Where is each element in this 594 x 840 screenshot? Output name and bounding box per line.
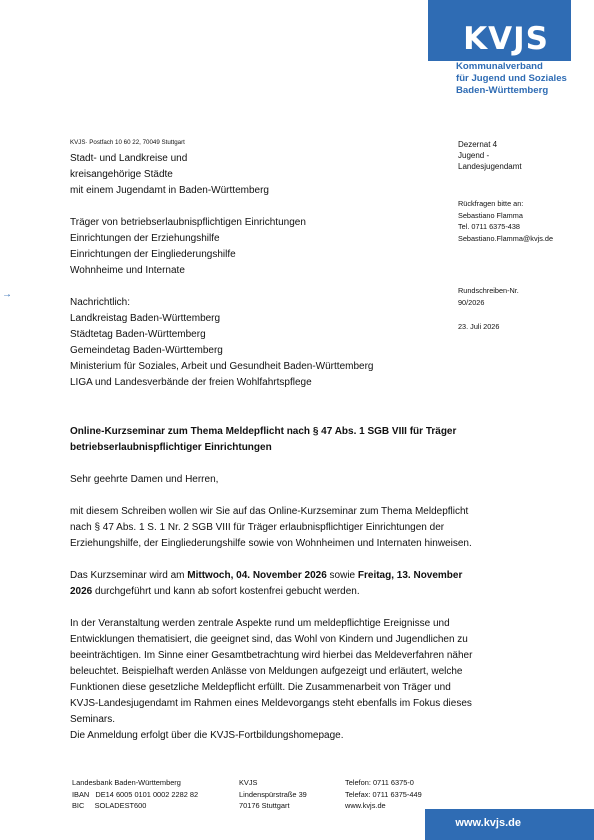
footer-line: KVJS — [239, 778, 258, 787]
organization-name — [456, 61, 586, 97]
text-run: sowie — [326, 570, 358, 581]
recipient-line: Wohnheime und Internate — [70, 265, 185, 276]
footer-phone: Telefon: 0711 6375-0 — [345, 778, 414, 787]
paragraph-details — [70, 616, 530, 744]
paragraph-line: beleuchtet. Beispielhaft werden Anlässe von Meldungen aufgezeigt und erläutert, welche — [70, 666, 463, 677]
text-run: Das Kurzseminar wird am — [70, 570, 188, 581]
paragraph-line: nach § 47 Abs. 1 S. 1 Nr. 2 SGB VIII für Träger erlaubnispflichtiger Einrichtungen der — [70, 522, 445, 533]
recipient-line: Stadt- und Landkreise und — [70, 153, 188, 164]
cc-line: Ministerium für Soziales, Arbeit und Gesundheit Baden-Württemberg — [70, 361, 374, 372]
kvjs-logo — [428, 0, 571, 61]
paragraph-line: mit diesem Schreiben wollen wir Sie auf das Online-Kurzseminar zum Thema Meldepflicht — [70, 506, 469, 517]
paragraph-line: KVJS-Landesjugendamt im Rahmen eines Meldevorgangs steht ebenfalls im Fokus dieses — [70, 698, 472, 709]
paragraph-line: beeinträchtigen. Im Sinne einer Gesamtbetrachtung wird hierbei das Meldeverfahren näher — [70, 650, 473, 661]
footer-band — [425, 809, 594, 840]
org-line: für Jugend und Soziales — [456, 73, 567, 84]
circular-label: Rundschreiben-Nr. — [458, 286, 519, 295]
dept-line: Jugend - — [458, 151, 490, 160]
footer-line: Lindenspürstraße 39 — [239, 789, 307, 799]
paragraph-line: Entwicklungen thematisiert, die geeignet sind, das Wohl von Kindern und Jugendlichen zu — [70, 634, 468, 645]
footer-fax: Telefax: 0711 6375-449 — [345, 789, 422, 799]
contact-phone[interactable]: Tel. 0711 6375-438 — [458, 222, 520, 231]
cc-line: Landkreistag Baden-Württemberg — [70, 313, 221, 324]
contact-block — [458, 198, 553, 244]
text-run: durchgeführt und kann ab sofort kostenfrei gebucht werden. — [92, 586, 360, 597]
cc-line: LIGA und Landesverbände der freien Wohlfahrtspflege — [70, 377, 312, 388]
dept-line: Landesjugendamt — [458, 162, 522, 171]
org-line: Baden-Württemberg — [456, 85, 549, 96]
cc-line: Städtetag Baden-Württemberg — [70, 329, 206, 340]
date-highlight: 2026 — [70, 586, 93, 597]
paragraph-dates — [70, 568, 530, 600]
contact-line: Rückfragen bitte an: — [458, 199, 524, 208]
subject-line: Online-Kurzseminar zum Thema Meldepflicht nach § 47 Abs. 1 SGB VIII für Träger — [70, 426, 457, 437]
circular-number: 90/2026 — [458, 297, 485, 307]
cc-heading: Nachrichtlich: — [70, 297, 131, 308]
paragraph-line: Die Anmeldung erfolgt über die KVJS-Fortbildungshomepage. — [70, 730, 344, 741]
org-line: Kommunalverband — [456, 61, 543, 72]
recipient-block — [70, 151, 450, 279]
fold-mark-arrow-icon: → — [2, 289, 12, 300]
footer-line: Landesbank Baden-Württemberg — [72, 778, 181, 787]
recipient-line: Einrichtungen der Eingliederungshilfe — [70, 249, 236, 260]
recipient-line: mit einem Jugendamt in Baden-Württemberg — [70, 185, 269, 196]
footer-line: BIC SOLADEST600 — [72, 801, 147, 810]
date-highlight: Mittwoch, 04. November 2026 — [187, 570, 327, 581]
sender-line: KVJS· Postfach 10 60 22, 70049 Stuttgart — [70, 139, 185, 146]
paragraph-line: Seminars. — [70, 714, 116, 725]
paragraph-line — [70, 568, 530, 584]
department-block — [458, 139, 522, 172]
paragraph-line: Erziehungshilfe, der Eingliederungshilfe sowie von Wohnheimen und Internaten hinweisen. — [70, 538, 472, 549]
contact-line: Sebastiano Flamma — [458, 210, 523, 220]
recipient-line — [70, 199, 450, 215]
contact-email[interactable]: Sebastiano.Flamma@kvjs.de — [458, 233, 554, 243]
recipient-line: kreisangehörige Städte — [70, 169, 173, 180]
paragraph-line: In der Veranstaltung werden zentrale Aspekte rund um meldepflichtige Ereignisse und — [70, 618, 450, 629]
recipient-line: Einrichtungen der Erziehungshilfe — [70, 233, 220, 244]
logo-mark: KVJS — [463, 21, 549, 57]
paragraph-line — [70, 584, 530, 600]
letter-date: 23. Juli 2026 — [458, 322, 500, 331]
subject — [70, 424, 530, 456]
date-highlight: Freitag, 13. November — [357, 570, 463, 581]
dept-line: Dezernat 4 — [458, 140, 498, 149]
subject-line: betriebserlaubnispflichtiger Einrichtungen — [70, 442, 272, 453]
footer-contact — [345, 777, 422, 812]
footer-bank — [72, 777, 198, 812]
footer-address — [239, 777, 307, 812]
footer-line: 70176 Stuttgart — [239, 801, 290, 810]
circular-number-block — [458, 285, 519, 308]
cc-block — [70, 295, 450, 391]
footer-url-link[interactable]: www.kvjs.de — [455, 817, 521, 829]
cc-line: Gemeindetag Baden-Württemberg — [70, 345, 223, 356]
paragraph-intro — [70, 504, 530, 552]
paragraph-line: Funktionen diese gesetzliche Meldepflicht erfüllt. Die Zusammenarbeit von Träger und — [70, 682, 451, 693]
footer-website-link[interactable]: www.kvjs.de — [345, 801, 386, 810]
salutation: Sehr geehrte Damen und Herren, — [70, 474, 219, 485]
recipient-line: Träger von betriebserlaubnispflichtigen Einrichtungen — [70, 217, 306, 228]
footer-line: IBAN DE14 6005 0101 0002 2282 82 — [72, 789, 199, 799]
